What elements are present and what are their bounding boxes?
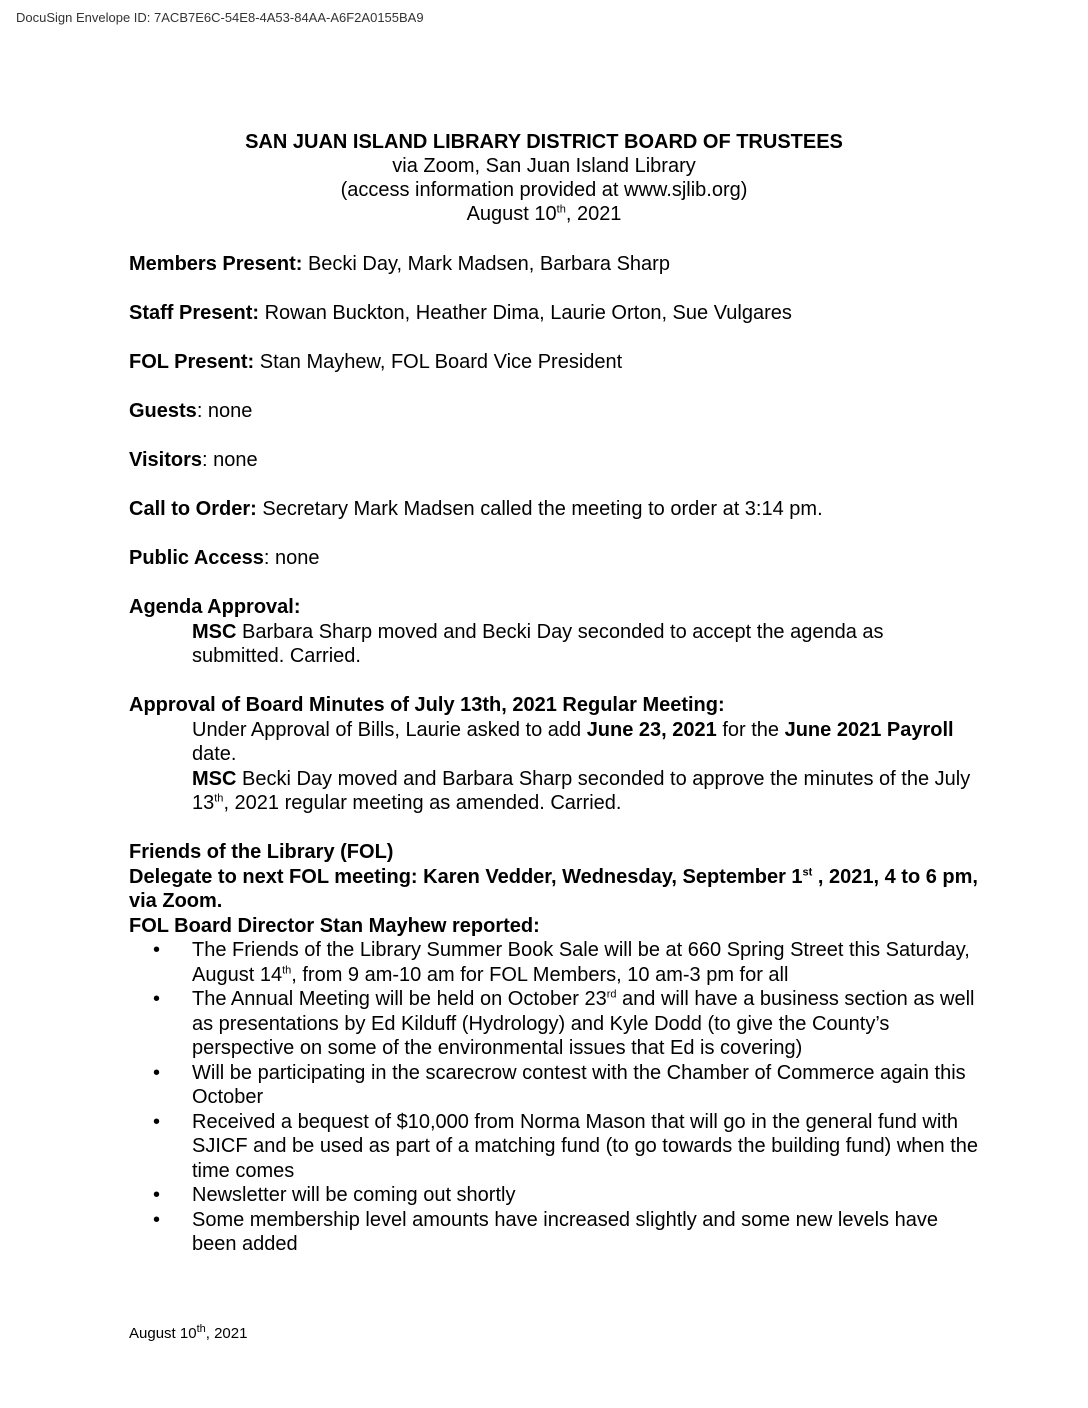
fol-report-list (129, 938, 979, 1257)
guests-value: : none (196, 400, 253, 422)
list-item (129, 1208, 979, 1257)
list-item (129, 1183, 979, 1208)
staff-present-value: Rowan Buckton, Heather Dima, Laurie Orton, Sue Vulgares (259, 302, 792, 324)
meeting-date-text: August 10 (466, 203, 557, 225)
minutes-msc-text-2: , 2021 regular meeting as amended. Carried. (223, 792, 622, 814)
guests (129, 399, 979, 424)
document-header (0, 130, 1088, 226)
access-information: (access information provided at www.sjlib.org) (340, 179, 748, 201)
agenda-msc-text: Barbara Sharp moved and Becki Day seconded to accept the agenda as submitted. Carried. (192, 620, 884, 667)
list-item (129, 1061, 979, 1110)
amendment-text-2: for the (716, 718, 785, 741)
members-present (129, 252, 979, 277)
minutes-msc-label: MSC (192, 767, 237, 790)
amendment-date: June 23, 2021 (586, 718, 717, 741)
list-item-text: The Annual Meeting will be held on October 23 (192, 988, 607, 1010)
amendment-payroll: June 2021 Payroll (784, 718, 954, 741)
members-present-value: Becki Day, Mark Madsen, Barbara Sharp (302, 253, 670, 275)
bullet-icon: • (153, 1184, 161, 1206)
footer-date-year: , 2021 (205, 1325, 248, 1342)
fol-delegate-suffix: st (802, 865, 813, 878)
list-item-suffix: th (282, 963, 292, 976)
fol-present (129, 350, 979, 375)
guests-label: Guests (129, 400, 197, 422)
agenda-approval-section (129, 595, 979, 669)
meeting-date-year: , 2021 (565, 203, 622, 225)
fol-present-value: Stan Mayhew, FOL Board Vice President (254, 351, 623, 373)
list-item-text: The Friends of the Library Summer Book Sale will be at 660 Spring Street this Saturday, August 14 (192, 939, 970, 986)
fol-present-label: FOL Present: (129, 351, 255, 373)
agenda-approval-heading: Agenda Approval: (129, 596, 301, 618)
minutes-approval-heading: Approval of Board Minutes of July 13th, 2021 Regular Meeting: (129, 694, 725, 716)
minutes-msc-suffix: th (214, 792, 224, 805)
bullet-icon: • (153, 939, 161, 961)
list-item (129, 987, 979, 1061)
fol-heading: Friends of the Library (FOL) (129, 841, 394, 863)
amendment-text-3: date. (192, 743, 237, 765)
public-access-label: Public Access (129, 547, 264, 569)
call-to-order (129, 497, 979, 522)
staff-present (129, 301, 979, 326)
docusign-envelope-id: DocuSign Envelope ID: 7ACB7E6C-54E8-4A53-84AA-A6F2A0155BA9 (16, 10, 424, 25)
minutes-body (129, 252, 979, 1257)
list-item-text-2: , from 9 am-10 am for FOL Members, 10 am-3 pm for all (291, 963, 789, 986)
list-item-text: Newsletter will be coming out shortly (192, 1184, 516, 1206)
minutes-msc-text: Becki Day moved and Barbara Sharp seconded to approve the minutes of the July 13 (192, 767, 971, 814)
public-access (129, 546, 979, 571)
list-item (129, 938, 979, 987)
list-item-text: Some membership level amounts have increased slightly and some new levels have been added (192, 1208, 938, 1255)
agenda-approval-motion (129, 620, 979, 669)
fol-section (129, 840, 979, 1257)
visitors-label: Visitors (129, 449, 202, 471)
staff-present-label: Staff Present: (129, 302, 260, 324)
minutes-approval-motion (129, 767, 979, 816)
public-access-value: : none (263, 547, 320, 569)
bullet-icon: • (153, 1110, 161, 1133)
visitors-value: : none (202, 449, 258, 471)
fol-reported-heading: FOL Board Director Stan Mayhew reported: (129, 914, 540, 937)
meeting-location: via Zoom, San Juan Island Library (392, 155, 696, 177)
list-item-text: Received a bequest of $10,000 from Norma Mason that will go in the general fund with SJICF and be used as part of a matching fund (to go towards the building fund) when the time comes (192, 1110, 979, 1182)
bullet-icon: • (153, 988, 161, 1010)
visitors (129, 448, 979, 473)
meeting-date-suffix: th (556, 203, 566, 216)
fol-delegate-text-2: , 2021, 4 to 6 pm, via Zoom. (129, 865, 978, 912)
minutes-approval-section (129, 693, 979, 816)
call-to-order-label: Call to Order: (129, 498, 257, 520)
fol-delegate-text: Delegate to next FOL meeting: Karen Vedder, Wednesday, September 1 (129, 865, 803, 888)
agenda-msc-label: MSC (192, 620, 237, 643)
list-item-text-2: and will have a business section as well as presentations by Ed Kilduff (Hydrology) and Kyle Dodd (to give the County’s perspective on some of the environmental issues that Ed is covering) (192, 988, 975, 1059)
members-present-label: Members Present: (129, 253, 303, 275)
list-item (129, 1110, 979, 1184)
document-title: SAN JUAN ISLAND LIBRARY DISTRICT BOARD OF TRUSTEES (245, 131, 843, 153)
footer-date-text: August 10 (129, 1325, 197, 1342)
bullet-icon: • (153, 1208, 161, 1231)
bullet-icon: • (153, 1061, 161, 1084)
fol-delegate (129, 865, 979, 914)
page-footer-date (129, 1325, 247, 1342)
footer-date-suffix: th (196, 1323, 206, 1335)
call-to-order-value: Secretary Mark Madsen called the meeting to order at 3:14 pm. (256, 498, 823, 520)
list-item-suffix: rd (606, 988, 617, 1001)
minutes-amendment (129, 718, 979, 767)
meeting-date (0, 202, 1088, 226)
amendment-text: Under Approval of Bills, Laurie asked to add (192, 718, 587, 741)
list-item-text: Will be participating in the scarecrow contest with the Chamber of Commerce again this October (192, 1061, 966, 1108)
